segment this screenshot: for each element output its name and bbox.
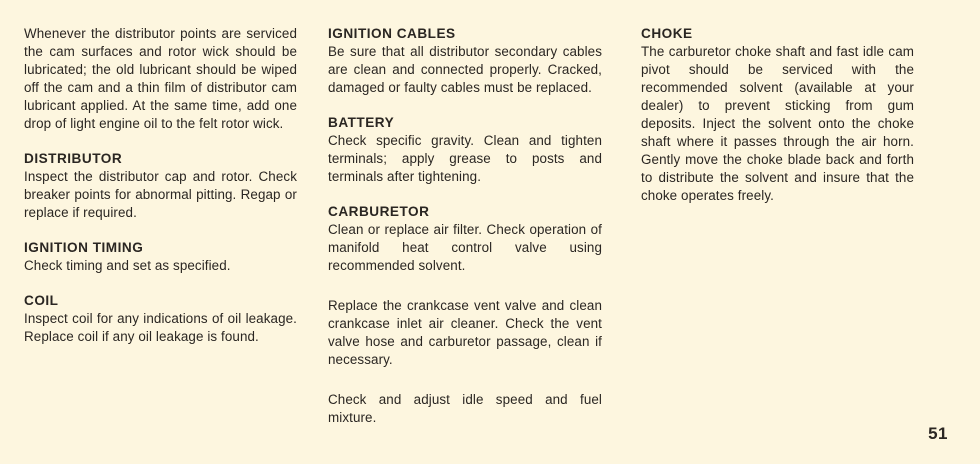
ignition-cables-heading: IGNITION CABLES [328,26,456,41]
ignition-timing-text: Check timing and set as specified. [24,258,231,273]
column-left [24,25,297,346]
choke-text: The carburetor choke shaft and fast idle cam pivot should be serviced with the recommended solvent (available at your dealer) to prevent sticking from gum deposits. Inject the solvent onto the choke shaft where it passes through the air horn. Gently move the choke blade back and forth to distribute the solvent and insure that the choke operates freely. [641,44,914,203]
carburetor-text-3: Check and adjust idle speed and fuel mixture. [328,392,602,425]
coil-heading: COIL [24,293,59,308]
distributor-text: Inspect the distributor cap and rotor. Check breaker points for abnormal pitting. Regap or replace if required. [24,169,297,220]
distributor-heading: DISTRIBUTOR [24,151,123,166]
carburetor-text-1: Clean or replace air filter. Check operation of manifold heat control valve using recommended solvent. [328,222,602,273]
ignition-timing-heading: IGNITION TIMING [24,240,144,255]
battery-text: Check specific gravity. Clean and tighten terminals; apply grease to posts and terminals after tightening. [328,133,602,184]
carburetor-text-2: Replace the crankcase vent valve and clean crankcase inlet air cleaner. Check the vent valve hose and carburetor passage, clean if necessary. [328,298,602,367]
battery-heading: BATTERY [328,115,395,130]
ignition-cables-text: Be sure that all distributor secondary cables are clean and connected properly. Cracked, damaged or faulty cables must be replaced. [328,44,602,95]
column-middle [328,25,602,427]
carburetor-heading: CARBURETOR [328,204,430,219]
column-right [641,25,914,205]
coil-text: Inspect coil for any indications of oil leakage. Replace coil if any oil leakage is found. [24,311,297,344]
page-number: 51 [928,424,948,443]
choke-heading: CHOKE [641,26,693,41]
intro-paragraph: Whenever the distributor points are serviced the cam surfaces and rotor wick should be lubricated; the old lubricant should be wiped off the cam and a thin film of distributor cam lubricant applied. At the same time, add one drop of light engine oil to the felt rotor wick. [24,26,297,131]
